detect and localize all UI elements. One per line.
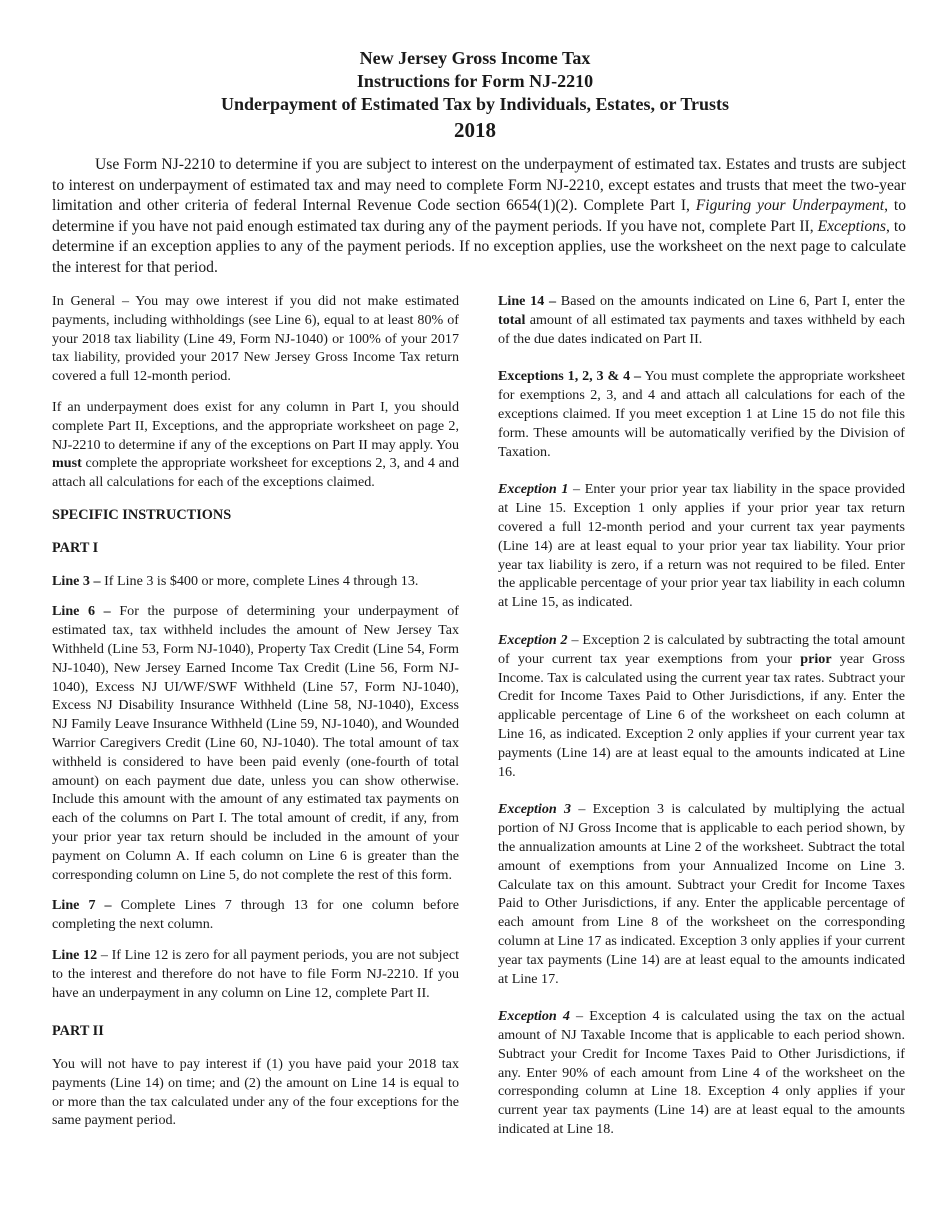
exception-2-paragraph <box>498 631 905 781</box>
intro-text-2: , to determine if you have not paid enough estimated tax during any of the payment periods. If you have not, complete Part II, <box>52 197 906 235</box>
exception-1-text: – Enter your prior year tax liability in the space provided at Line 15. Exception 1 only applies if your prior year tax return covered a full 12-month period and your current tax year payments (Line 14) are at least equal to your prior year tax liability. Your prior year tax liability is zero, if a return was not required to be filed. Enter the applicable percentage of your prior year tax liability in each column at Line 15, as indicated. <box>498 481 905 611</box>
exception-2-text-1: – Exception 2 is calculated by subtracting the total amount of your current tax year exemptions from your <box>498 631 905 667</box>
underpayment-paragraph <box>52 398 459 492</box>
line-6-label: Line 6 – <box>52 603 111 620</box>
underpayment-bold: must <box>52 455 82 472</box>
exception-2-bold: prior <box>800 650 832 667</box>
intro-paragraph <box>52 155 906 279</box>
specific-instructions-heading: SPECIFIC INSTRUCTIONS <box>52 506 232 523</box>
line-14-text-1: Based on the amounts indicated on Line 6, Part I, enter the <box>556 293 905 309</box>
part-2-heading: PART II <box>52 1023 104 1040</box>
exception-3-text: – Exception 3 is calculated by multiplying the actual portion of NJ Gross Income that is applicable to each period shown, by the annualization amounts at Line 2 of the worksheet. Subtract the total amount of exemptions from your Annualized Income on Line 3. Calculate tax on this amount. Subtract your Credit for Income Taxes Paid to Other Jurisdictions, if any. Enter the applicable percentage of each amount from Line 8 of the worksheet on the corresponding column at Line 17 as indicated. Exception 3 only applies if your current year tax payments (Line 14) are at least equal to the amounts indicated at Line 17. <box>498 801 905 987</box>
left-column <box>52 292 459 1130</box>
in-general-paragraph: In General – You may owe interest if you did not make estimated payments, including withholdings (see Line 6), equal to at least 80% of your 2018 tax liability (Line 49, Form NJ-1040) or 100% of your 2017 tax liability, provided your 2017 New Jersey Gross Income Tax return covered a full 12-month period. <box>52 293 459 385</box>
title-year: 2018 <box>454 118 496 142</box>
line-14-bold: total <box>498 311 526 328</box>
title-line-2: Instructions for Form NJ-2210 <box>356 71 594 91</box>
exception-2-label: Exception 2 <box>498 631 568 648</box>
line-3-paragraph <box>52 572 459 591</box>
intro-italic-1: Figuring your Underpayment <box>695 197 885 215</box>
right-column <box>498 292 905 1139</box>
intro-italic-2: Exceptions <box>817 217 886 235</box>
exception-3-paragraph <box>498 800 905 988</box>
exceptions-label: Exceptions 1, 2, 3 & 4 – <box>498 368 642 385</box>
line-7-text: Complete Lines 7 through 13 for one column before completing the next column. <box>52 897 459 933</box>
line-12-text: – If Line 12 is zero for all payment periods, you are not subject to the interest and therefore do not have to file Form NJ-2210. If you have an underpayment in any column on Line 12, complete Part II. <box>52 946 459 1001</box>
line-14-label: Line 14 – <box>498 293 557 309</box>
exceptions-paragraph <box>498 367 905 461</box>
line-14-text-2: amount of all estimated tax payments and taxes withheld by each of the due dates indicated on Part II. <box>498 311 905 347</box>
underpayment-text-2: complete the appropriate worksheet for exceptions 2, 3, and 4 and attach all calculations for each of the exceptions claimed. <box>52 455 459 491</box>
line-6-text: For the purpose of determining your underpayment of estimated tax, tax withheld includes the amount of New Jersey Tax Withheld (Line 53, Form NJ-1040), Property Tax Credit (Line 54, Form NJ-1040), New Jersey Earned Income Tax Credit (Line 56, Form NJ-1040), Excess NJ UI/WF/SWF Withheld (Line 57, Form NJ-1040), Excess NJ Disability Insurance Withheld (Line 58, NJ-1040), Excess NJ Family Leave Insurance Withheld (Line 59, NJ-1040), and Wounded Warrior Caregivers Credit (Line 60, NJ-1040). The total amount of tax withheld is considered to have been paid evenly (one-fourth of total amount) on each payment due date, unless you can show otherwise. Include this amount with the amount of any estimated tax payments on each of the columns on Part I. The total amount of credit, if any, from your prior year tax return should be included in the amount of your payment on Column A. If each column on Line 6 is greater than the corresponding column on Line 5, do not complete the rest of this form. <box>52 603 459 883</box>
line-12-label: Line 12 <box>52 946 98 963</box>
intro-text-1: Use Form NJ-2210 to determine if you are subject to interest on the underpayment of estimated tax. Estates and trusts are subject to interest on underpayment of estimated tax and may need to complete Form NJ-2210, except estates and trusts that meet the two-year limitation and other criteria of federal Internal Revenue Code section 6654(1)(2). Complete Part I, <box>52 156 906 215</box>
exception-1-label: Exception 1 <box>498 481 569 498</box>
exception-1-paragraph <box>498 480 905 612</box>
title-line-1: New Jersey Gross Income Tax <box>359 48 591 68</box>
line-7-paragraph <box>52 896 459 934</box>
exception-3-label: Exception 3 <box>498 801 572 818</box>
line-7-label: Line 7 – <box>52 897 112 914</box>
intro-text-3: , to determine if an exception applies to any of the payment periods. If no exception applies, use the worksheet on the next page to calculate the interest for that period. <box>52 217 906 276</box>
exceptions-text: You must complete the appropriate worksheet for exemptions 2, 3, and 4 and attach all calculations for each of the exceptions claimed. If you meet exception 1 at Line 15 do not file this form. These amounts will be automatically verified by the Division of Taxation. <box>498 368 906 460</box>
line-3-label: Line 3 – <box>52 572 101 589</box>
part-1-heading: PART I <box>52 539 99 556</box>
exception-2-text-2: year Gross Income. Tax is calculated using the current year tax rates. Subtract your Credit for Income Taxes Paid to Other Jurisdictions, if any. Enter the applicable percentage of Line 6 of the worksheet on each column at Line 16, as indicated. Exception 2 only applies if your current year tax payments (Line 14) are at least equal to the amounts indicated at Line 16. <box>498 650 905 780</box>
line-3-text: If Line 3 is $400 or more, complete Lines 4 through 13. <box>100 572 419 589</box>
title-line-3: Underpayment of Estimated Tax by Individuals, Estates, or Trusts <box>220 94 730 114</box>
line-14-paragraph <box>498 292 905 348</box>
line-12-paragraph <box>52 946 459 1002</box>
part-2-paragraph: You will not have to pay interest if (1) you have paid your 2018 tax payments (Line 14) on time; and (2) the amount on Line 14 is equal to or more than the tax calculated under any of the four exceptions for the same payment period. <box>52 1056 459 1129</box>
exception-4-text: – Exception 4 is calculated using the tax on the actual amount of NJ Taxable Income that is applicable to each period shown. Subtract your Credit for Income Taxes Paid to Other Jurisdictions, if any. Enter 90% of each amount from Line 4 of the worksheet on the corresponding column at Line 18. Exception 4 only applies if your current year tax payments (Line 14) are at least equal to the amounts indicated at Line 18. <box>498 1008 905 1138</box>
exception-4-paragraph <box>498 1007 905 1139</box>
exception-4-label: Exception 4 <box>498 1008 570 1025</box>
underpayment-text-1: If an underpayment does exist for any column in Part I, you should complete Part II, Exceptions, and the appropriate worksheet on page 2, NJ-2210 to determine if any of the exceptions on Part II may apply. You <box>52 398 459 453</box>
line-6-paragraph <box>52 602 459 884</box>
